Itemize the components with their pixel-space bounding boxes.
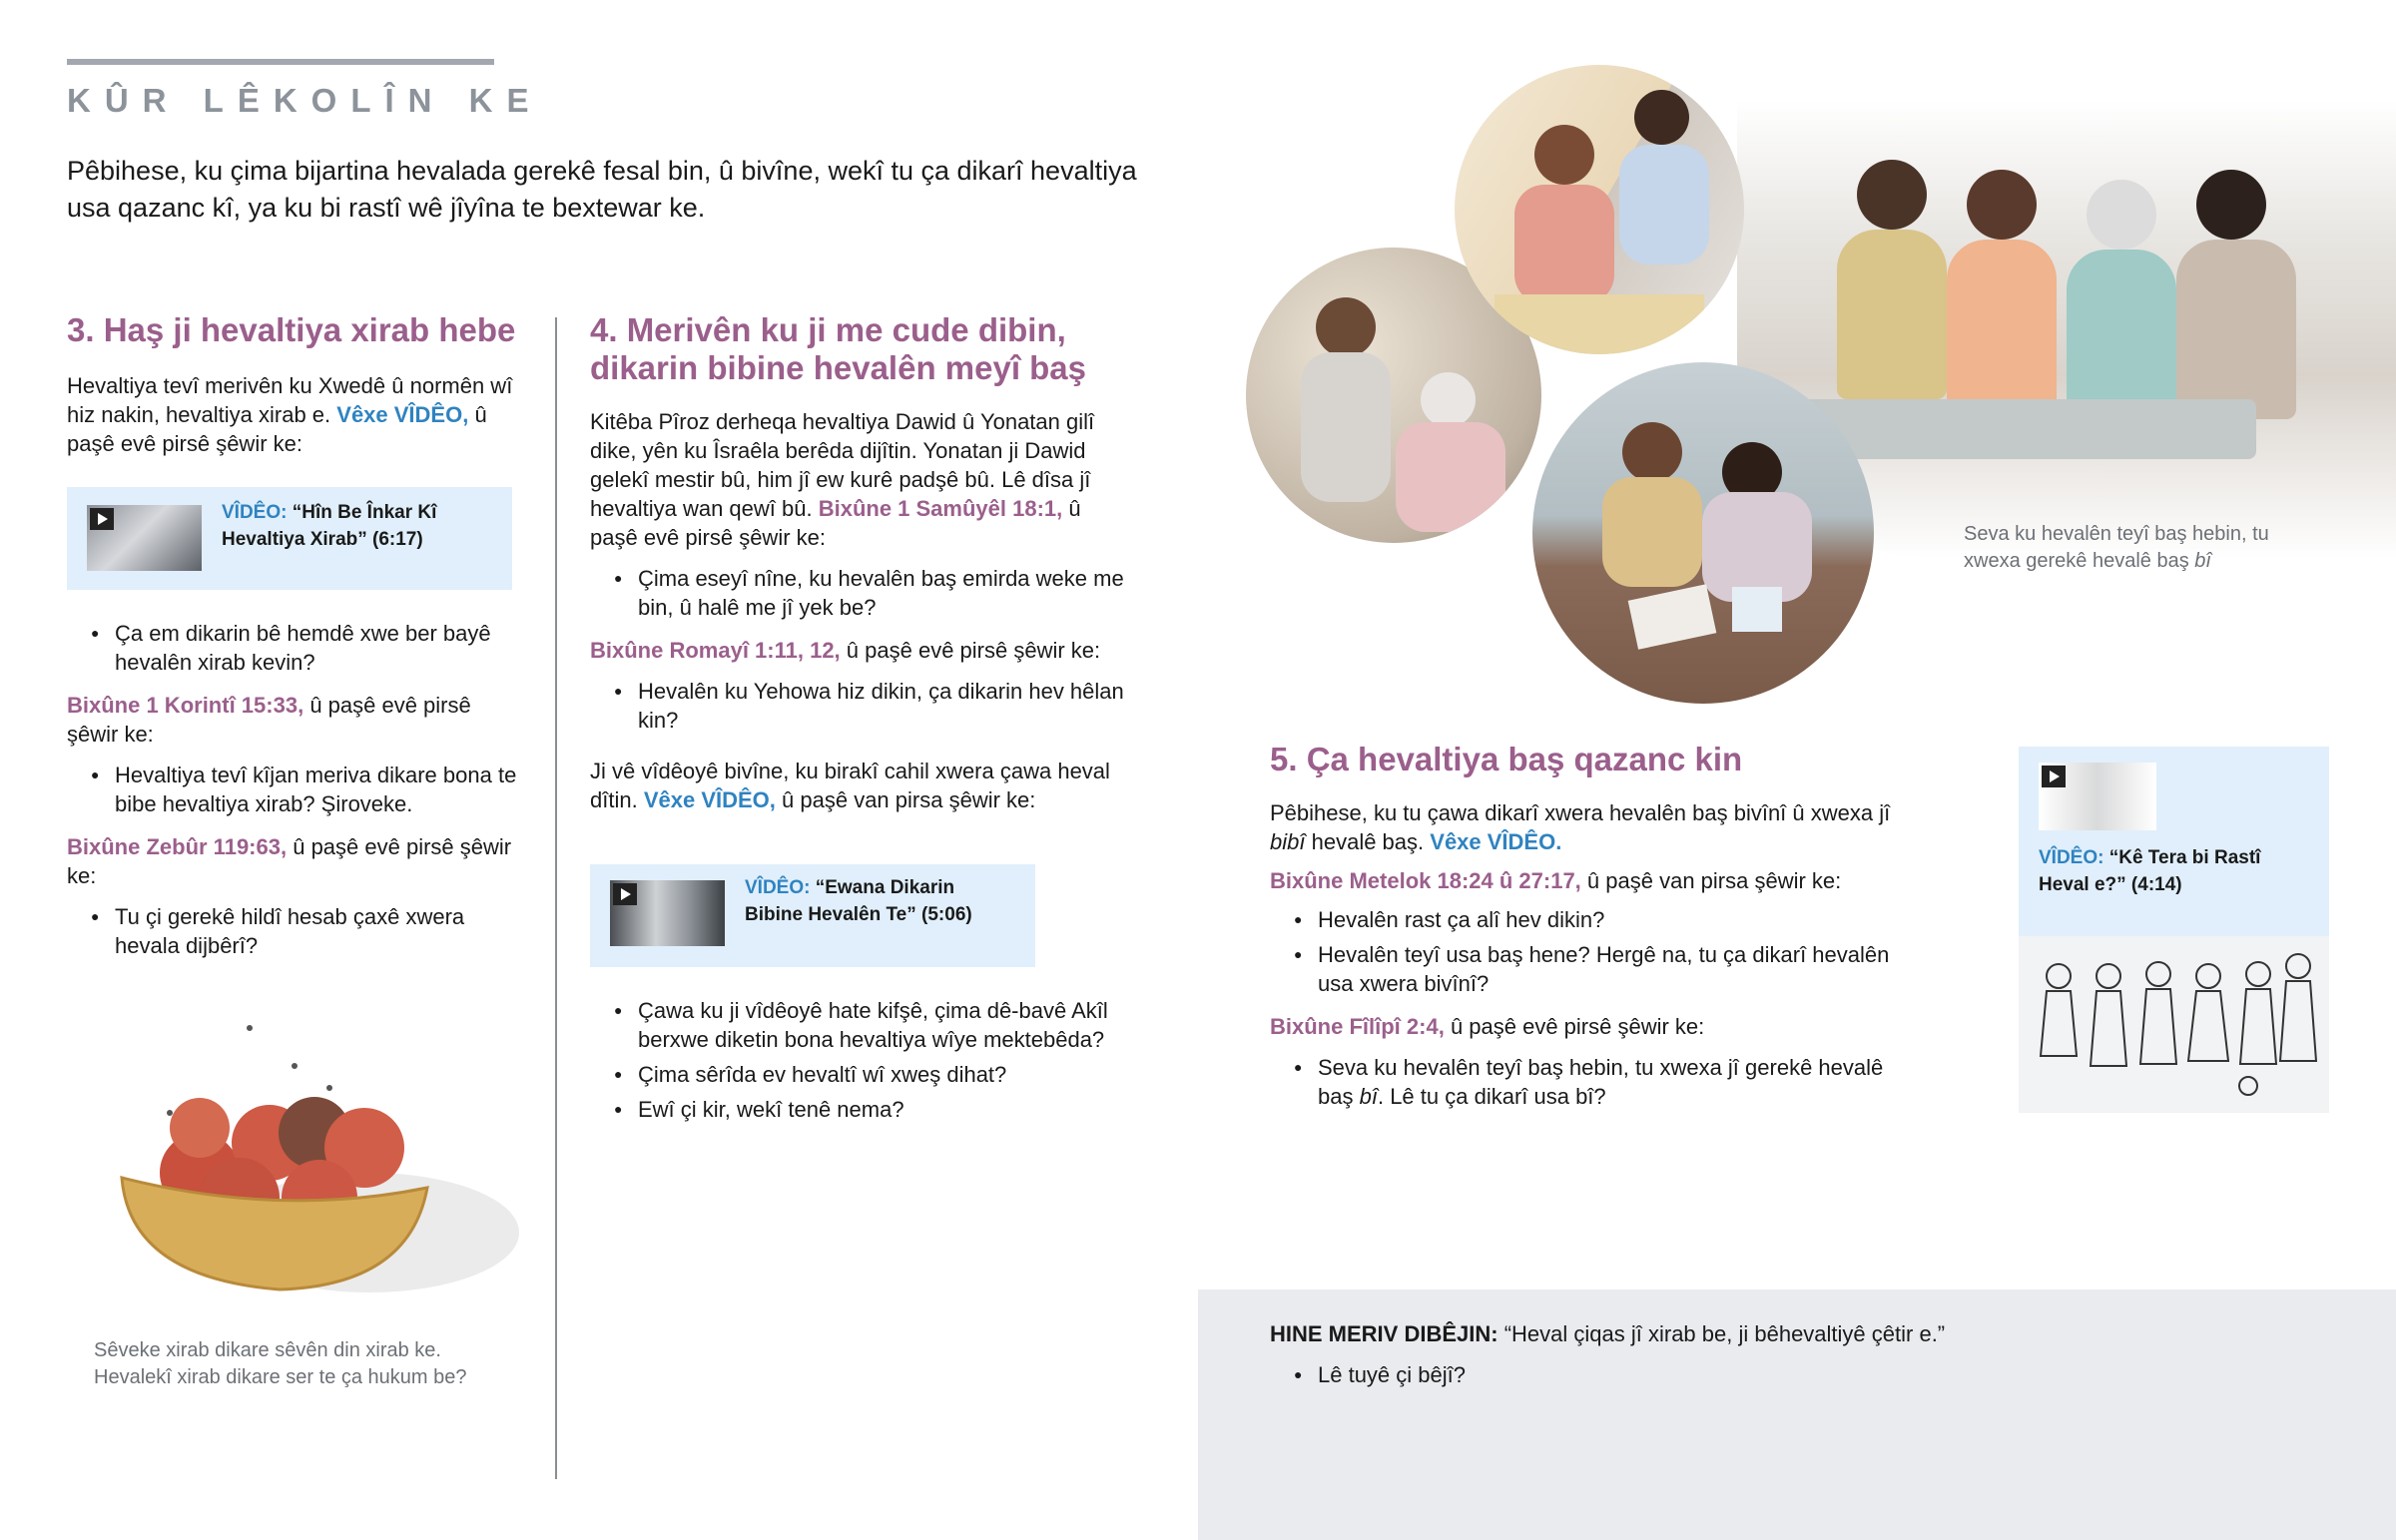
video-thumbnail[interactable]: [87, 505, 202, 571]
play-video-link[interactable]: Vêxe VÎDÊO,: [643, 787, 776, 812]
question-item: ● Hevalên teyî usa baş hene? Hergê na, tu ça dikarî hevalên usa xwera bivînî?: [1270, 940, 1909, 998]
section-3-title: 3. Haş ji hevaltiya xirab hebe: [67, 311, 516, 348]
collage-caption: Seva ku hevalên teyî baş hebin, tu xwexa gerekê hevalê baş bî: [1964, 523, 2269, 572]
play-icon[interactable]: [90, 508, 114, 530]
scripture-prompt: Bixûne Romayî 1:11, 12, û paşê evê pirsê şêwir ke:: [590, 638, 1101, 663]
question-item: ● Tu çi gerekê hildî hesab çaxê xwera hevala dijbêrî?: [67, 902, 526, 960]
scripture-link[interactable]: Bixûne Fîlîpî 2:4,: [1270, 1014, 1445, 1039]
section-3-questions: [67, 619, 526, 960]
video-card-true-friend[interactable]: [2019, 747, 2329, 1113]
question-item: ● Ça em dikarin bê hemdê xwe ber bayê hevalên xirab kevin?: [67, 619, 526, 677]
video-caption: VÎDÊO: “Hîn Be Înkar Kî Hevaltiya Xirab” (6:17): [222, 502, 437, 550]
lesson-kicker: KÛR LÊKOLÎN KE: [67, 82, 543, 119]
scripture-link[interactable]: Bixûne Romayî 1:11, 12,: [590, 638, 841, 663]
scripture-prompt: Bixûne Fîlîpî 2:4, û paşê evê pirsê şêwir ke:: [1270, 1014, 1705, 1039]
question-item: ● Lê tuyê çi bêjî?: [1270, 1360, 2328, 1389]
section-4-video-intro: Ji vê vîdêoyê bivîne, ku birakî cahil xwera çawa heval dîtin. Vêxe VÎDÊO, û paşê van pirsa şêwir ke:: [590, 759, 1110, 812]
play-video-link[interactable]: Vêxe VÎDÊO,: [336, 402, 469, 427]
question-item: ● Seva ku hevalên teyî baş hebin, tu xwexa jî gerekê hevalê baş bî. Lê tu ça dikarî usa bî?: [1270, 1053, 1909, 1111]
section-3-intro: Hevaltiya tevî merivên ku Xwedê û normên wî hiz nakin, hevaltiya xirab e. Vêxe VÎDÊO, û paşê evê pirsê şêwir ke:: [67, 373, 513, 456]
section-4: [590, 311, 1129, 814]
video-caption: VÎDÊO: “Ewana Dikarin Bibine Hevalên Te” (5:06): [745, 877, 972, 925]
people-sketch-illustration: [2019, 936, 2329, 1113]
question-item: ● Hevalên rast ça alî hev dikin?: [1270, 905, 1909, 934]
phone-call-split-photo: [1455, 65, 1744, 354]
play-icon[interactable]: [613, 883, 637, 905]
column-divider: [555, 317, 557, 1479]
question-item: ● Hevaltiya tevî kîjan meriva dikare bona te bibe hevaltiya xirab? Şiroveke.: [67, 761, 526, 818]
scripture-prompt: Bixûne 1 Korintî 15:33, û paşê evê pirsê şêwir ke:: [67, 693, 471, 747]
play-video-link[interactable]: Vêxe VÎDÊO.: [1430, 829, 1562, 854]
scripture-link[interactable]: Bixûne Zebûr 119:63,: [67, 834, 288, 859]
video-caption: VÎDÊO: “Kê Tera bi Rastî Heval e?” (4:14): [2039, 847, 2261, 895]
section-4-questions: [590, 996, 1149, 1124]
people-say-box: [1270, 1319, 2328, 1389]
scripture-prompt: Bixûne Metelok 18:24 û 27:17, û paşê van pirsa şêwir ke:: [1270, 868, 1842, 893]
video-card-different-friends[interactable]: [590, 864, 1035, 967]
rotten-apple-bowl-illustration: [110, 1008, 529, 1317]
question-item: ● Çawa ku ji vîdêoyê hate kifşê, çima dê-bavê Akîl berxwe diketin bona hevaltiya wîye mektebêda?: [590, 996, 1149, 1054]
play-icon[interactable]: [2042, 766, 2066, 787]
question-item: ● Çima sêrîda ev hevaltî wî xweş dihat?: [590, 1060, 1149, 1089]
apple-caption: Sêveke xirab dikare sêvên din xirab ke. Hevalekî xirab dikare ser te ça hukum be?: [94, 1339, 467, 1388]
video-thumbnail[interactable]: [610, 880, 725, 946]
video-card-bad-friends[interactable]: [67, 487, 512, 590]
question-item: ● Ewî çi kir, wekî tenê nema?: [590, 1095, 1149, 1124]
scripture-prompt: Bixûne Zebûr 119:63, û paşê evê pirsê şêwir ke:: [67, 834, 512, 888]
comforting-friend-photo: [1532, 362, 1874, 704]
people-say-quote: HINE MERIV DIBÊJIN: “Heval çiqas jî xirab be, ji bêhevaltiyê çêtir e.”: [1270, 1321, 1946, 1346]
section-3: [67, 311, 526, 458]
scripture-link[interactable]: Bixûne 1 Samûyêl 18:1,: [818, 496, 1063, 521]
friends-photo-collage: [1238, 60, 2396, 709]
header-rule: [67, 59, 494, 65]
question-item: ● Çima eseyî nîne, ku hevalên baş emirda weke me bin, û halê me jî yek be?: [590, 564, 1129, 622]
scripture-link[interactable]: Bixûne 1 Korintî 15:33,: [67, 693, 304, 718]
section-5: [1270, 741, 1909, 1111]
section-4-intro: Kitêba Pîroz derheqa hevaltiya Dawid û Yonatan gilî dike, yên ku Îsraêla berêda dijîtin. Yonatan ji Dawid gelekî mestir bû, him jî ew kurê padşê bû. Lê dîsa jî hevaltiya wan qewî bû. Bixûne 1 Samûyêl 18:1, û paşê evê pirsê şêwir ke:: [590, 409, 1095, 550]
intro-text: Pêbihese, ku çima bijartina hevalada gerekê fesal bin, û bivîne, wekî tu ça dikarî hevaltiya usa qazanc kî, ya ku bi rastî wê jîyîna te bextewar ke.: [67, 156, 1137, 223]
video-thumbnail[interactable]: [2039, 763, 2156, 830]
section-5-intro: Pêbihese, ku tu çawa dikarî xwera hevalên baş bivînî û xwexa jî bibî hevalê baş. Vêxe VÎDÊO.: [1270, 800, 1891, 854]
section-5-title: 5. Ça hevaltiya baş qazanc kin: [1270, 741, 1743, 777]
section-4-title: 4. Merivên ku ji me cude dibin, dikarin bibine hevalên meyî baş: [590, 311, 1087, 386]
question-item: ● Hevalên ku Yehowa hiz dikin, ça dikarin hev hêlan kin?: [590, 677, 1129, 735]
scripture-link[interactable]: Bixûne Metelok 18:24 û 27:17,: [1270, 868, 1581, 893]
